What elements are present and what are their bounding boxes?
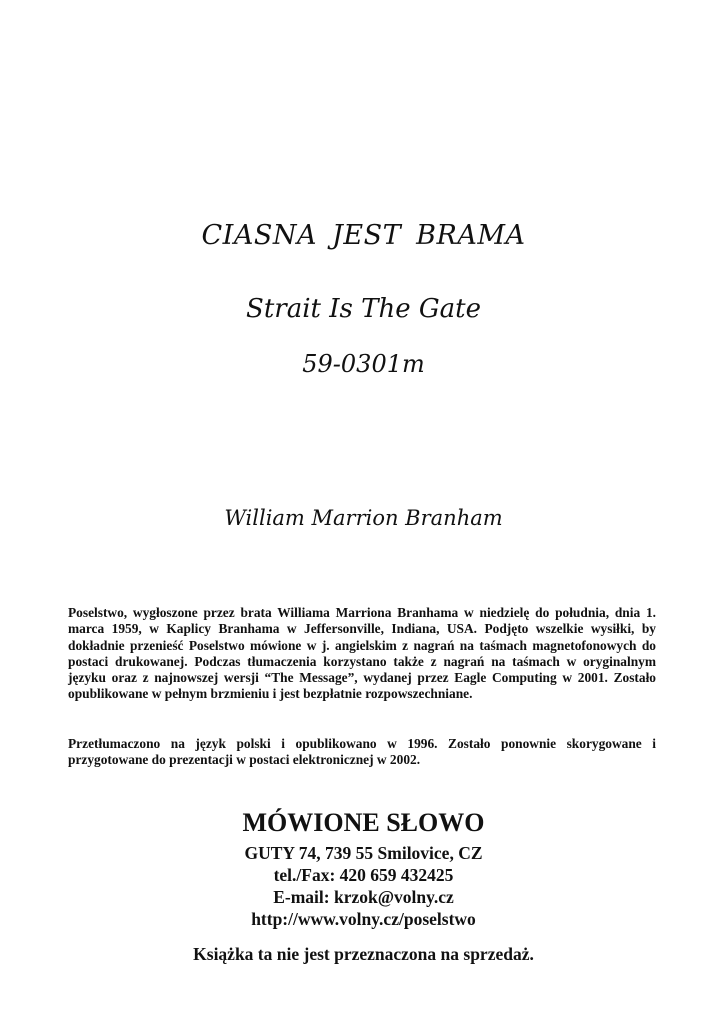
translation-note: Przetłumaczono na język polski i opublikowano w 1996. Zostało ponownie skorygowane i przygotowane do prezentacji w postaci elektronicznej w 2002. — [68, 736, 656, 768]
publisher-address: GUTY 74, 739 55 Smilovice, CZ — [244, 843, 483, 863]
author-name: William Marrion Branham — [224, 506, 503, 530]
publisher-name: MÓWIONE SŁOWO — [242, 808, 485, 837]
english-title: Strait Is The Gate — [246, 294, 481, 324]
publisher-phone: tel./Fax: 420 659 432425 — [273, 865, 454, 885]
description-paragraph: Poselstwo, wygłoszone przez brata Williama Marriona Branhama w niedzielę do południa, dnia 1. marca 1959, w Kaplicy Branhama w Jeffersonville, Indiana, USA. Podjęto wszelkie wysiłki, by dokładnie przenieść Poselstwo mówione w j. angielskim z nagrań na taśmach magnetofonowych do postaci drukowanej. Podczas tłumaczenia korzystano także z nagrań na taśmach w oryginalnym języku oraz z najnowszej wersji “The Message”, wydanej przez Eagle Computing w 2001. Zostało opublikowane w pełnym brzmieniu i jest bezpłatnie rozpowszechniane. — [68, 605, 656, 702]
not-for-sale-notice: Książka ta nie jest przeznaczona na sprzedaż. — [193, 944, 534, 964]
publisher-website: http://www.volny.cz/poselstwo — [251, 909, 476, 929]
polish-title: CIASNA JEST BRAMA — [201, 220, 526, 251]
publisher-email: E-mail: krzok@volny.cz — [273, 887, 454, 907]
sermon-code: 59-0301m — [302, 350, 425, 378]
